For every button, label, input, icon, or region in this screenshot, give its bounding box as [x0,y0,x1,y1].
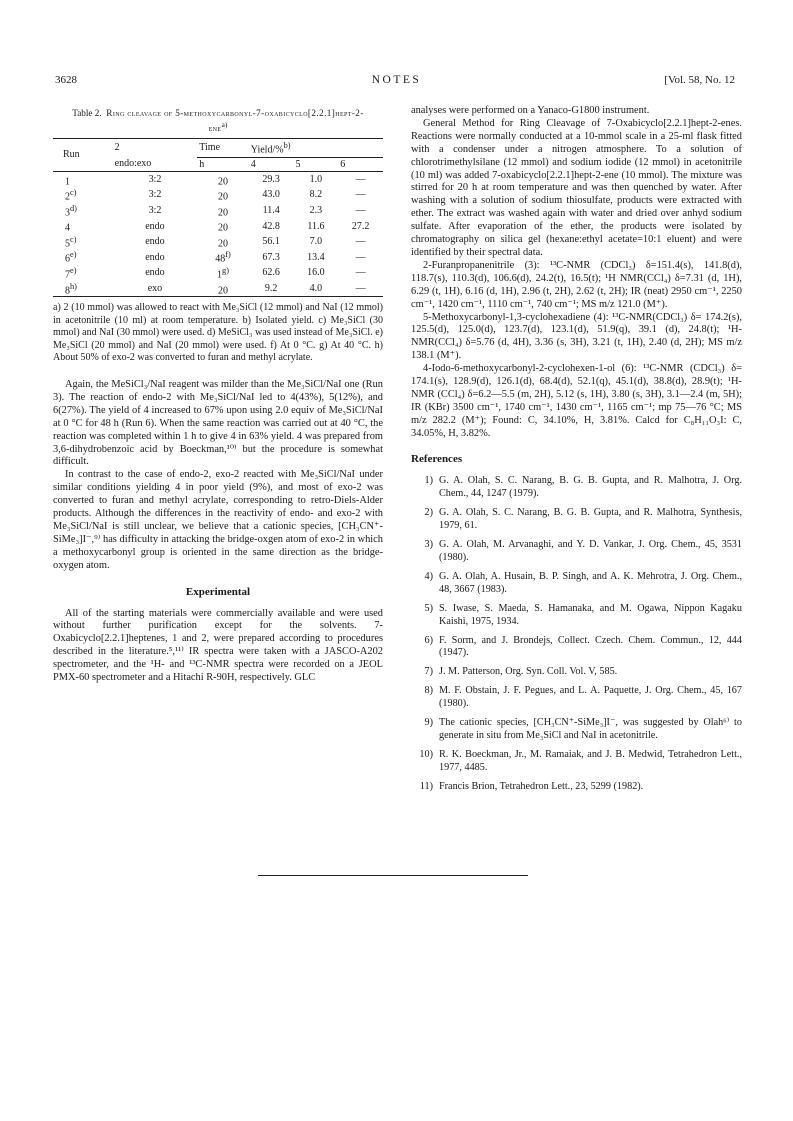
table-row: 7$^{e)}$ endo 1$^{g)}$ 62.6 16.0 — [65,265,366,281]
col-header-run: Run [63,149,80,161]
volume-label: [Vol. 58, No. 12 [664,74,735,86]
table-row: 1 3:2 20 29.3 1.0 — [65,173,366,188]
table-row: 4 endo 20 42.8 11.6 27.2 [65,220,370,234]
reference-item: 4) G. A. Olah, A. Husain, B. P. Singh, and A. K. Mehrotra, J. Org. Chem., 48, 3667 (1983). [424,570,742,595]
col-header-y5: 5 [295,158,301,170]
body-paragraph: analyses were performed on a Yanaco-G1800 instrument. [411,105,650,116]
reference-item: 9) The cationic species, [CH₃CN⁺-SiMe₃]I⁻, was suggested by Olah⁶⁾ to generate in situ from Me₃SiCl and NaI in acetonitrile. [424,717,742,741]
section-heading-experimental: Experimental [185,585,251,598]
reference-item: 8) M. F. Obstain, J. F. Pegues, and L. A. Paquette, J. Org. Chem., 45, 167 (1980). [424,685,742,710]
table-caption-label: Table 2. [72,108,102,118]
reference-item: 11) Francis Brion, Tetrahedron Lett., 23, 5299 (1982). [419,780,644,792]
data-table [53,138,383,297]
body-paragraph: Again, the MeSiCl₃/NaI reagent was milder than the Me₃SiCl/NaI one (Run 3). The reaction of endo-2 with Me₃SiCl/NaI led to 4(43%), 5(12%), and 6(27%). The yield of 4 increased to 67% upon using 2.0 equiv of Me₃SiCl/NaI at 0 °C for 48 h (Run 6). When the same reaction was carried out at 40 °C, the reaction was completed within 1 h to give 4 in 63% yield. 4 was prepared from 3,6-dihydrobenzoic acid by Boeckman,¹⁰⁾ but the procedure is somewhat difficult. [53,379,383,468]
reference-item: 10) R. K. Boeckman, Jr., M. Ramaiak, and J. B. Medwid, Tetrahedron Lett., 1977, 4485. [419,748,742,773]
compound-data-3: 2-Furanpropanenitrile (3): ¹³C-NMR (CDCl₃) δ=151.4(s), 141.8(d), 118.7(s), 110.3(d), 106.6(d), 24.2(t), 16.5(t); ¹H NMR(CCl₄) δ=7.31 (d, 1H), 6.29 (t, 1H), 6.16 (d, 1H), 2.96 (t, 2H), 2.62 (t, 2H); IR (neat) 2950 cm⁻¹, 2250 cm⁻¹, 1420 cm⁻¹, 1110 cm⁻¹, 740 cm⁻¹; MS m/z 121.0 (M⁺). [411,259,742,310]
table-row: 3$^{d)}$ 3:2 20 11.4 2.3 — [65,203,366,219]
col-header-yield: Yield/%$^{b)}$ [249,139,383,158]
section-title: NOTES [371,74,422,86]
reference-item: 6) F. Sorm, and J. Brondejs, Collect. Czech. Chem. Commun., 12, 444 (1947). [424,634,742,659]
table-caption-sup: a) [221,120,228,129]
col-header-time-unit: h [199,158,205,170]
compound-data-4: 5-Methoxycarbonyl-1,3-cyclohexadiene (4): ¹³C-NMR(CDCl₃) δ= 174.2(s), 125.5(d), 125.0(d), 123.7(d), 123.1(d), 51.9(q), 39.1 (d), 24.8(t); ¹H-NMR(CCl₄) δ=5.76 (d, 4H), 3.36 (s, 3H), 3.21 (t, 1H), 2.40 (d, 2H); MS m/z 138.1 (M⁺). [411,311,742,362]
reference-list [411,475,742,793]
col-header-compound: 2 [114,142,120,154]
col-header-y4: 4 [250,158,256,170]
left-column [53,107,383,685]
table-row: 5$^{c)}$ endo 20 56.1 7.0 — [65,234,366,250]
table-caption [67,107,369,134]
col-header-time: Time [197,139,249,158]
references-heading: References [411,452,463,465]
table-caption-title: Ring cleavage of 5-methoxycarbonyl-7-oxabicyclo[2.2.1]hept-2-ene [106,108,364,134]
compound-data-6: 4-Iodo-6-methoxycarbonyl-2-cyclohexen-1-ol (6): ¹³C-NMR (CDCl₃) δ= 174.1(s), 128.9(d), 126.1(d), 68.4(d), 52.1(q), 45.1(d), 38.8(d), 28.9(t); ¹H-NMR (CCl₄) δ=6.2—5.5 (m, 2H), 5.12 (s, 1H), 3.80 (s, 3H), 3.1—2.4 (m, 5H); IR (KBr) 3500 cm⁻¹, 1740 cm⁻¹, 1430 cm⁻¹, 1165 cm⁻¹; mp 75—76 °C; MS m/z 282.2 (M⁺); Found: C, 34.10%, H, 3.81%. Calcd for C₈H₁₁O₃I: C, 34.05%, H, 3.82%. [411,363,742,439]
col-header-ratio: endo:exo [114,158,152,170]
reference-item: 1) G. A. Olah, S. C. Narang, B. G. B. Gupta, and R. Malhotra, J. Org. Chem., 44, 1247 (1979). [424,475,742,500]
reference-item: 3) G. A. Olah, M. Arvanaghi, and Y. D. Vankar, J. Org. Chem., 45, 3531 (1980). [424,539,742,563]
body-paragraph: In contrast to the case of endo-2, exo-2 reacted with Me₃SiCl/NaI under similar conditions yielding 4 in poor yield (9%), and most of exo-2 was converted to furan and methyl acrylate, corresponding to retro-Diels-Alder products. Although the differences in the reactivity of endo- and exo-2 with Me₃SiCl/NaI is still unclear, we believe that a cationic species, [CH₃CN⁺-SiMe₃]I⁻,⁹⁾ has difficulty in attacking the bridge-oxgen atom of exo-2 in which a methoxycarbonyl group is oriented in the same direction as the bridge-oxygen atom. [53,469,383,571]
reference-item: 2) G. A. Olah, S. C. Narang, B. G. B. Gupta, and R. Malhotra, Synthesis, 1979, 61. [424,507,742,532]
table-row: 2$^{c)}$ 3:2 20 43.0 8.2 — [65,188,366,203]
end-rule [258,875,528,876]
body-paragraph: General Method for Ring Cleavage of 7-Oxabicyclo[2.2.1]hept-2-enes. Reactions were normally conducted at a 10-mmol scale in a 25-ml flask fitted with a condenser under a nitrogen atmosphere. To a solution of chlorotrimethylsilane (12 mmol) and sodium iodide (12 mmol) in acetonitrile (10 ml) was added 7-oxabicyclo[2.2.1]hept-2-ene (10 mmol). The mixture was stirred for 20 h at room temperature and was then quenched by water. After washing with a solution of sodium thiosulfate, products were extracted with ether. The extract was washed again with water and dried over anhyd sodium sulfate. After evaporation of the ether, the products were isolated by chromatography on silica gel (hexane:ethyl acetate=10:1 eluent) and were identified by their spectral data. [411,117,742,258]
col-header-y6: 6 [340,158,346,170]
reference-item: 7) J. M. Patterson, Org. Syn. Coll. Vol. V, 585. [424,666,618,678]
body-paragraph: All of the starting materials were commercially available and were used without further purification except for the solvents. 7-Oxabicyclo[2.2.1]heptenes, 1 and 2, were prepared according to procedures described in the literature.⁵,¹¹⁾ IR spectra were taken with a JASCO-A202 spectrometer, and the ¹H- and ¹³C-NMR spectra were recorded on a JEOL PMX-60 spectrometer and a Hitachi R-90H, respectively. GLC [53,607,383,684]
table-footnotes: a) 2 (10 mmol) was allowed to react with Me₃SiCl (12 mmol) and NaI (12 mmol) in acetonitrile (10 ml) at room temperature. b) Isolated yield. c) Me₃SiCl (30 mmol) and NaI (30 mmol) were used. d) MeSiCl₃ was used instead of Me₃SiCl. e) Me₃SiCl (20 mmol) and NaI (20 mmol) were used. f) At 0 °C. g) At 40 °C. h) About 50% of exo-2 was converted to furan and methyl acrylate. [53,302,383,364]
table-row: 6$^{e)}$ endo 48$^{f)}$ 67.3 13.4 — [65,250,366,265]
right-column [411,105,742,800]
reference-item: 5) S. Iwase, S. Maeda, S. Hamanaka, and M. Ogawa, Nippon Kagaku Kaishi, 1975, 1934. [424,602,742,627]
page-number: 3628 [55,74,77,86]
table-row: 8$^{h)}$ exo 20 9.2 4.0 — [53,281,383,297]
